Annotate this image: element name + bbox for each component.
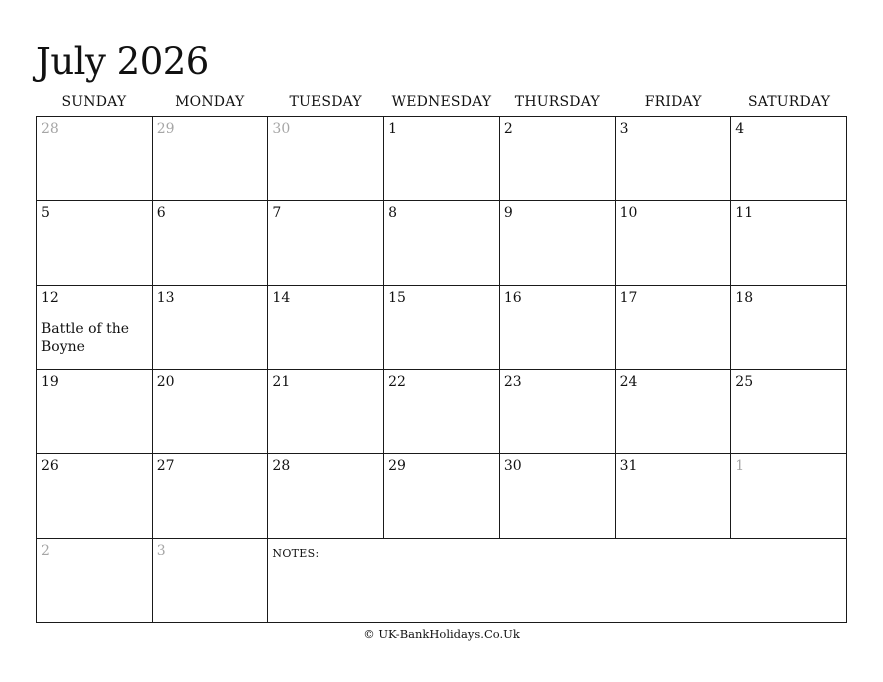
day-cell[interactable] [268, 286, 384, 370]
day-cell[interactable] [153, 454, 269, 538]
day-cell[interactable] [268, 370, 384, 454]
day-number: 13 [156, 289, 175, 306]
day-number: 29 [388, 458, 406, 475]
weekday-friday: FRIDAY [644, 94, 702, 110]
day-cell[interactable] [37, 117, 153, 201]
day-number: 10 [619, 205, 638, 222]
notes-area[interactable] [268, 539, 847, 623]
weekday-thursday: THURSDAY [514, 94, 600, 110]
day-cell[interactable] [37, 370, 153, 454]
day-number: 24 [619, 374, 638, 390]
day-number: 6 [156, 205, 166, 222]
day-cell[interactable] [384, 370, 500, 454]
weekday-tuesday: TUESDAY [289, 94, 362, 110]
day-number: 1 [735, 458, 745, 475]
calendar-grid [36, 116, 847, 623]
copyright-footer: © UK-BankHolidays.Co.Uk [363, 627, 520, 641]
day-cell[interactable] [616, 286, 732, 370]
day-cell[interactable] [37, 286, 153, 370]
day-number: 20 [156, 374, 175, 390]
day-number: 11 [735, 205, 754, 222]
day-cell[interactable] [384, 117, 500, 201]
day-cell[interactable] [384, 286, 500, 370]
day-number: 9 [503, 205, 513, 222]
day-cell[interactable] [153, 539, 269, 623]
day-number: 21 [272, 374, 291, 390]
day-cell[interactable] [731, 370, 847, 454]
day-cell[interactable] [500, 370, 616, 454]
day-cell[interactable] [500, 201, 616, 285]
day-number: 26 [41, 458, 59, 475]
day-cell[interactable] [384, 454, 500, 538]
day-cell[interactable] [153, 117, 269, 201]
day-cell[interactable] [616, 370, 732, 454]
day-number: 23 [503, 374, 522, 390]
day-number: 19 [41, 374, 59, 390]
day-number: 16 [503, 289, 522, 306]
notes-label: NOTES: [272, 546, 320, 560]
day-cell[interactable] [268, 117, 384, 201]
day-number: 1 [388, 121, 398, 137]
weekday-monday: MONDAY [175, 94, 245, 110]
day-cell[interactable] [268, 454, 384, 538]
day-cell[interactable] [616, 117, 732, 201]
day-cell[interactable] [37, 539, 153, 623]
day-number: 22 [388, 374, 406, 390]
day-number: 15 [388, 289, 406, 306]
day-cell[interactable] [500, 454, 616, 538]
day-number: 8 [388, 205, 398, 222]
day-number: 14 [272, 289, 291, 306]
day-number: 25 [735, 374, 754, 390]
day-number: 12 [41, 289, 59, 306]
weekday-sunday: SUNDAY [61, 94, 127, 110]
day-cell[interactable] [731, 201, 847, 285]
day-number: 30 [272, 121, 291, 137]
day-cell[interactable] [268, 201, 384, 285]
day-cell[interactable] [500, 286, 616, 370]
day-cell[interactable] [37, 201, 153, 285]
day-number: 28 [41, 121, 59, 137]
day-number: 31 [619, 458, 638, 475]
day-number: 17 [619, 289, 638, 306]
day-number: 29 [156, 121, 175, 137]
day-number: 28 [272, 458, 291, 475]
weekday-header-row [36, 92, 847, 112]
day-cell[interactable] [500, 117, 616, 201]
day-cell[interactable] [153, 370, 269, 454]
day-number: 3 [619, 121, 629, 137]
day-cell[interactable] [616, 201, 732, 285]
weekday-saturday: SATURDAY [747, 94, 831, 110]
day-number: 30 [503, 458, 522, 475]
day-number: 2 [41, 542, 50, 559]
day-number: 5 [41, 205, 50, 222]
day-number: 3 [156, 542, 166, 559]
day-cell[interactable] [731, 117, 847, 201]
weekday-wednesday: WEDNESDAY [391, 94, 492, 110]
day-cell[interactable] [731, 454, 847, 538]
holiday-label: Battle of the Boyne [41, 320, 130, 355]
day-cell[interactable] [153, 201, 269, 285]
day-cell[interactable] [731, 286, 847, 370]
day-number: 7 [272, 205, 282, 222]
day-number: 2 [503, 121, 513, 137]
day-cell[interactable] [37, 454, 153, 538]
day-cell[interactable] [153, 286, 269, 370]
day-cell[interactable] [384, 201, 500, 285]
day-number: 27 [156, 458, 175, 475]
day-cell[interactable] [616, 454, 732, 538]
calendar-title: July 2026 [36, 40, 209, 83]
day-number: 18 [735, 289, 754, 306]
day-number: 4 [735, 121, 745, 137]
